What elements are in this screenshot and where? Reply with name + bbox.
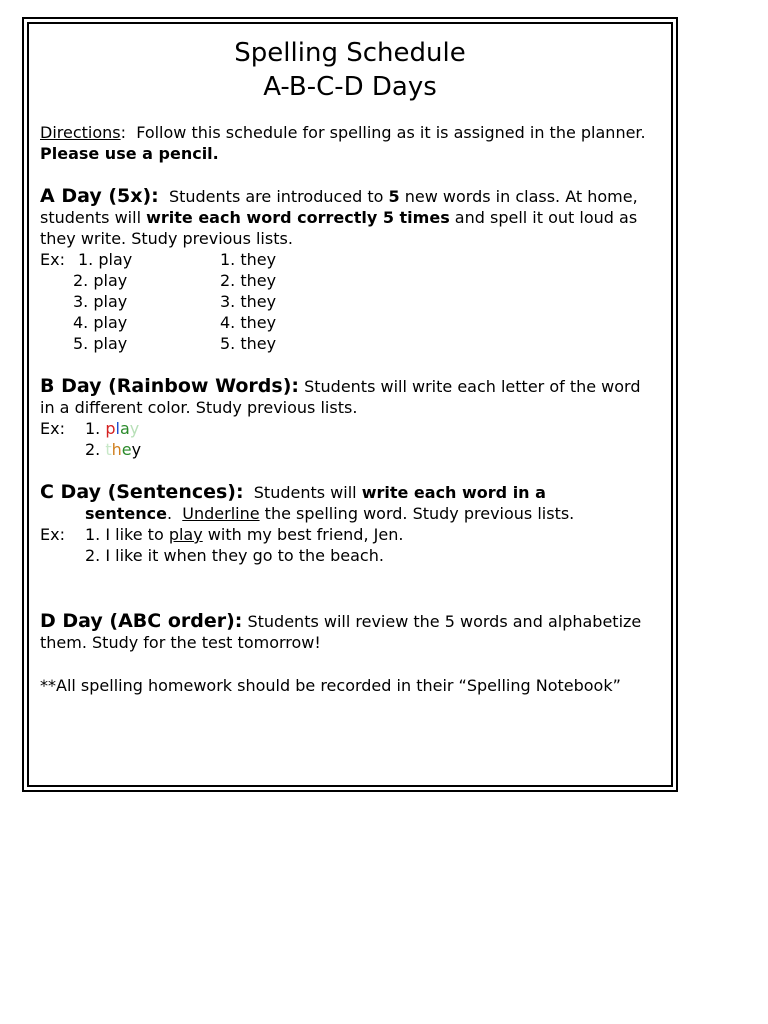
b-day-heading: B Day (Rainbow Words): xyxy=(40,375,299,397)
c-day-example-1 xyxy=(40,524,660,545)
d-day-heading: D Day (ABC order): xyxy=(40,610,243,632)
c-day-ex-label: Ex: xyxy=(40,525,65,544)
a-day-ex-label: Ex: xyxy=(40,250,65,269)
c-day-example-2 xyxy=(40,545,660,566)
c-day-text-2: . xyxy=(167,504,183,523)
a-day-col2-item: 3. they xyxy=(220,292,277,311)
b-day-ex-label: Ex: xyxy=(40,419,65,438)
homework-note xyxy=(40,675,660,696)
a-day-number: 5 xyxy=(388,187,400,206)
rainbow-they-letter: e xyxy=(121,440,132,459)
rainbow-they-letter: y xyxy=(131,440,142,459)
rainbow-word-they xyxy=(105,439,141,460)
a-day-col1-item: 4. play xyxy=(73,313,128,332)
a-day-text-2: new words in class. At home, students will xyxy=(40,187,638,227)
c-day-line-2 xyxy=(40,503,660,524)
directions-bold: Please use a pencil. xyxy=(40,144,219,163)
b-day-item1-num: 1. xyxy=(85,419,106,438)
b-day-example-1 xyxy=(40,418,660,439)
c-day-bold-2: sentence xyxy=(85,504,167,523)
rainbow-they-letter: h xyxy=(111,440,122,459)
rainbow-they-letter: t xyxy=(105,440,112,459)
d-day-section xyxy=(40,611,660,653)
b-day-text: Students will write each letter of the word in a different color. Study previous lists. xyxy=(40,377,641,417)
a-day-col1-item: 1. play xyxy=(78,250,133,269)
directions-paragraph xyxy=(40,122,660,164)
a-day-paragraph xyxy=(40,186,660,249)
c-day-line-1 xyxy=(40,482,660,503)
c-day-text-3: the spelling word. Study previous lists. xyxy=(259,504,575,523)
a-day-examples xyxy=(40,249,660,354)
d-day-text: Students will review the 5 words and alphabetize them. Study for the test tomorrow! xyxy=(40,612,642,652)
directions-text: Follow this schedule for spelling as it is assigned in the planner. xyxy=(126,123,656,142)
title-line-1: Spelling Schedule xyxy=(234,38,466,68)
a-day-col2-item: 2. they xyxy=(220,271,277,290)
a-day-text-3: and spell it out loud as they write. Study previous lists. xyxy=(40,208,638,248)
a-day-col2-item: 5. they xyxy=(220,334,277,353)
c-day-text-1: Students will xyxy=(243,483,362,502)
a-day-heading: A Day (5x): xyxy=(40,185,159,207)
rainbow-play-letter: y xyxy=(129,419,140,438)
c-day-underline-word: Underline xyxy=(182,504,260,523)
c-day-section xyxy=(40,482,660,566)
rainbow-play-letter: a xyxy=(119,419,130,438)
a-day-col1-item: 3. play xyxy=(73,292,128,311)
c-day-bold-1: write each word in a xyxy=(361,483,546,502)
c-day-ex1-post: with my best friend, Jen. xyxy=(202,525,404,544)
c-day-ex2: 2. I like it when they go to the beach. xyxy=(85,546,384,565)
rainbow-play-letter: p xyxy=(105,419,116,438)
c-day-heading: C Day (Sentences): xyxy=(40,481,244,503)
rainbow-play-letter: l xyxy=(115,419,120,438)
b-day-example-2 xyxy=(40,439,660,460)
b-day-item2-num: 2. xyxy=(85,440,106,459)
a-day-section xyxy=(40,186,660,354)
homework-note-text: **All spelling homework should be recorded in their “Spelling Notebook” xyxy=(40,676,621,695)
b-day-section xyxy=(40,376,660,460)
a-day-col2-item: 4. they xyxy=(220,313,277,332)
c-day-ex1-underlined: play xyxy=(168,525,203,544)
a-day-bold: write each word correctly 5 times xyxy=(146,208,450,227)
rainbow-word-play xyxy=(105,418,139,439)
a-day-col1-item: 2. play xyxy=(73,271,128,290)
schedule-content xyxy=(40,36,660,696)
a-day-text-1: Students are introduced to xyxy=(158,187,389,206)
title-line-2: A-B-C-D Days xyxy=(263,72,437,102)
a-day-col2-item: 1. they xyxy=(220,250,277,269)
directions-colon: : xyxy=(120,123,127,142)
directions-label: Directions xyxy=(40,123,121,142)
c-day-ex1-pre: 1. I like to xyxy=(85,525,169,544)
b-day-paragraph xyxy=(40,376,660,418)
a-day-col1-item: 5. play xyxy=(73,334,128,353)
